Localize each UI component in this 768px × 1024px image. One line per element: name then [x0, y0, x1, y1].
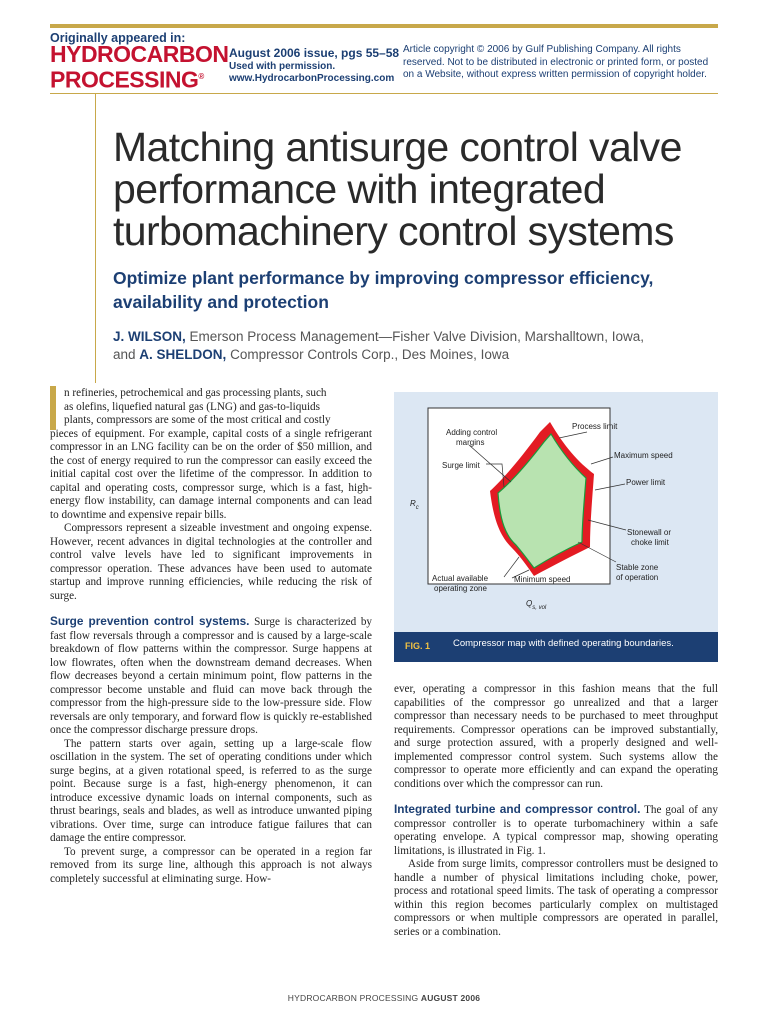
label-maximum-speed: Maximum speed [614, 451, 673, 460]
paragraph-5: To prevent surge, a compressor can be operated in a region far removed from its surge line, although this approach is not always completely successful at eliminating surge. How- [50, 845, 372, 885]
website-link[interactable]: www.HydrocarbonProcessing.com [229, 73, 395, 84]
brand-line-2 [50, 66, 204, 91]
used-with-permission: Used with permission. [229, 61, 336, 72]
paragraph-3: Surge is characterized by fast flow reversals through a compressor and is caused by a large-scale breakdown of flow patterns within the compressor. Surge happens at low flowrates, often when the downstream demand decreases. When flow decreases beyond a certain minimum point, flow patterns in the compressor become unstable and fluid can move back through the compressor from the high-pressure side to the low-pressure side. Flow reversals are only temporary, and forward flow is quickly re-established once the compressor discharge pressure drops. [50, 616, 373, 736]
axis-label-qs [526, 599, 547, 611]
header-top-rule [50, 24, 718, 28]
author-byline [113, 328, 723, 364]
label-surge-limit: Surge limit [442, 461, 480, 470]
label-minimum-speed: Minimum speed [514, 575, 571, 584]
label-stable-1: Stable zone [616, 563, 659, 572]
label-stonewall-1: Stonewall or [627, 528, 672, 537]
author-1-name: J. WILSON, [113, 329, 186, 344]
article-subtitle: Optimize plant performance by improving compressor efficiency, availability and protection [113, 268, 654, 312]
label-actual-2: operating zone [434, 584, 487, 593]
brand-line-2-text: PROCESSING [50, 66, 199, 93]
label-adding-control-2: margins [456, 438, 485, 447]
paragraph-2: Compressors represent a sizeable investment and ongoing expense. However, recent advances in digital technologies at the controller and control valve levels have led to significant improvements in compressor operation. These advances have been used to automate startup and improve running efficiencies, while reducing the risk of surge. [50, 522, 372, 602]
compressor-map-diagram [394, 392, 718, 632]
section-heading-surge: Surge prevention control systems. [50, 614, 250, 628]
figure-caption: Compressor map with defined operating boundaries. [453, 638, 674, 649]
author-2-name: A. SHELDON, [139, 347, 227, 362]
paragraph-6: ever, operating a compressor in this fashion means that the full capabilities of the compressor go unrealized and that a larger compressor than necessary needs to be purchased to meet throughput requirements. Compressor operations can be improved substantially, and surge protection assured, with a properly designed and well-implemented compressor control system. Such systems allow the compressor to operate more efficiently and can expand the operating conditions over which the compressor can run. [394, 683, 718, 790]
footer-journal: HYDROCARBON PROCESSING [287, 993, 419, 1003]
left-vertical-rule [95, 93, 96, 383]
author-1-affiliation: Emerson Process Management—Fisher Valve Division, Marshalltown, Iowa, [189, 329, 644, 344]
lead-line-2: as olefins, liquefied natural gas (LNG) and gas-to-liquids [64, 400, 321, 413]
section-heading-integrated: Integrated turbine and compressor control. [394, 802, 641, 816]
axis-label-rc-main: R [410, 499, 416, 508]
copyright-notice: Article copyright © 2006 by Gulf Publishing Company. All rights reserved. Not to be distributed in electronic or printed form, or posted on a Website, without express written permission of copyright holder. [403, 44, 709, 80]
label-stable-2: of operation [616, 573, 659, 582]
author-2-affiliation: Compressor Controls Corp., Des Moines, Iowa [230, 347, 510, 362]
figure-label: FIG. 1 [405, 641, 431, 651]
paragraph-1: pieces of equipment. For example, capital costs of a single refrigerant compressor in an LNG facility can be on the order of $50 million, and the cost of energy required to run the compressor can easily exceed the initial capital cost over the lifetime of the compressor. In addition to capital and operating costs, compressor surge, which is a fast, high-energy flow instability, can damage internal components and can lead to downtime and expensive repair bills. [50, 427, 372, 521]
footer-date: AUGUST 2006 [420, 993, 481, 1003]
label-process-limit: Process limit [572, 422, 618, 431]
page-footer [0, 993, 768, 1003]
label-power-limit: Power limit [626, 478, 666, 487]
paragraph-7: The goal of any compressor controller is to operate turbomachinery within a safe operating envelope. A typical compressor map, showing operating limitations, is illustrated in Fig. 1. [394, 804, 718, 857]
axis-label-qs-main: Q [526, 599, 533, 608]
byline-and: and [113, 347, 136, 362]
axis-label-rc [410, 499, 419, 511]
registered-mark: ® [198, 72, 204, 81]
label-adding-control-1: Adding control [446, 428, 498, 437]
right-column [394, 683, 718, 939]
brand-line-1: HYDROCARBON [50, 41, 229, 67]
article-title: Matching antisurge control valve performance with integrated turbomachinery control systems [113, 124, 682, 254]
issue-info: August 2006 issue, pgs 55–58 [229, 46, 400, 60]
label-actual-1: Actual available [432, 574, 489, 583]
axis-label-qs-sub: s, vol [532, 605, 547, 611]
paragraph-4: The pattern starts over again, setting up a large-scale flow oscillation in the system. The set of operating conditions under which surge begins, at a given rotational speed, is referred to as the surge point. Because surge is a fast, high-energy phenomenon, it can introduce excessive dynamic loads on internal components, such as thrust bearings, seals and blades, as well as introduce unwanted piping vibrations. Over time, surge can introduce fatigue failures that can damage the entire compressor. [50, 737, 372, 844]
axis-label-rc-sub: c [415, 505, 419, 511]
paragraph-8: Aside from surge limits, compressor controllers must be designed to handle a number of physical limitations including choke, power, process and rotational speed limits. The task of operating a compressor within this region becomes particularly complex on multistaged compressors or when multiple compressors are operated in parallel, series or a combination. [394, 858, 718, 938]
lead-line-3: plants, compressors are some of the most critical and costly [64, 414, 331, 426]
label-stonewall-2: choke limit [631, 538, 669, 547]
figure-panel [394, 392, 718, 632]
section-surge-prevention [50, 615, 372, 738]
lead-line-1: n refineries, petrochemical and gas processing plants, such [64, 387, 327, 399]
header-bottom-rule [50, 93, 718, 94]
left-column [50, 387, 372, 886]
originally-appeared-label: Originally appeared in: [50, 31, 186, 45]
section-integrated-control [394, 803, 718, 858]
